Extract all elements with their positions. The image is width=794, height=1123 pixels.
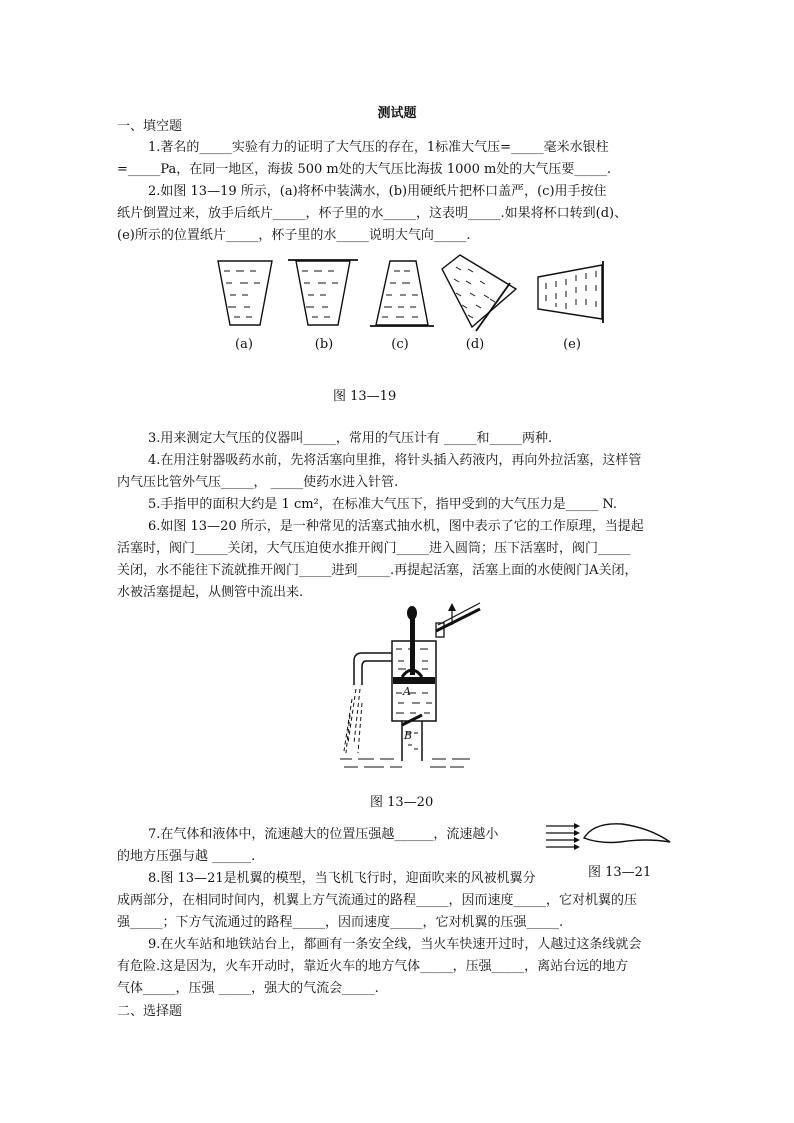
cup-a-figure bbox=[218, 261, 272, 325]
question-9-line-1: 9.在火车站和地铁站台上，都画有一条安全线，当火车快速开过时，人越过这条线就会 bbox=[148, 937, 642, 952]
question-8-line-3: 强_____；下方气流通过的路程_____，因而速度_____，它对机翼的压强_____. bbox=[117, 915, 564, 930]
question-5-line-1: 5.手指甲的面积大约是 1 cm²，在标准大气压下，指甲受到的大气压力是_____ N. bbox=[148, 497, 618, 512]
question-9-line-2: 有危险.这是因为，火车开动时，靠近火车的地方气体_____，压强_____，离站台远的地方 bbox=[117, 959, 629, 974]
question-8-line-1: 8.图 13—21是机翼的模型，当飞机飞行时，迎面吹来的风被机翼分 bbox=[148, 871, 536, 886]
question-7-line-1: 7.在气体和液体中，流速越大的位置压强越______，流速越小 bbox=[148, 827, 499, 842]
figure-13-21-caption: 图 13—21 bbox=[588, 865, 652, 880]
cup-b-figure bbox=[288, 260, 358, 325]
figure-label-d: (d) bbox=[465, 337, 485, 352]
question-2-line-1: 2.如图 13—19 所示，(a)将杯中装满水，(b)用硬纸片把杯口盖严，(c)用手按住 bbox=[148, 184, 607, 199]
cup-e-figure bbox=[538, 261, 603, 323]
figure-label-b: (b) bbox=[314, 337, 334, 352]
question-4-line-2: 内气压比管外气压_____， _____使药水进入针管. bbox=[117, 475, 399, 490]
question-7-line-2: 的地方压强与越 ______. bbox=[117, 849, 256, 864]
question-1-line-2: =_____Pa，在同一地区，海拔 500 m处的大气压比海拔 1000 m处的大气压要_____. bbox=[117, 162, 612, 177]
question-2-line-3: (e)所示的位置纸片_____，杯子里的水_____说明大气向_____. bbox=[117, 228, 471, 243]
valve-a-label: A bbox=[403, 685, 411, 698]
question-3-line-1: 3.用来测定大气压的仪器叫_____，常用的气压计有 _____和_____两种. bbox=[148, 431, 553, 446]
question-4-line-1: 4.在用注射器吸药水前，先将活塞向里推，将针头插入药液内，再向外拉活塞，这样管 bbox=[148, 453, 642, 468]
section-heading-fill-blank: 一、填空题 bbox=[117, 119, 183, 134]
figure-13-19-cups bbox=[210, 255, 630, 335]
figure-13-20-caption: 图 13—20 bbox=[370, 795, 434, 810]
figure-13-19-caption: 图 13—19 bbox=[333, 389, 397, 404]
question-2-line-2: 纸片倒置过来，放手后纸片_____，杯子里的水_____，这表明_____.如果将杯口转到(d)、 bbox=[117, 206, 628, 221]
section-heading-multiple-choice: 二、选择题 bbox=[117, 1004, 183, 1019]
question-8-line-2: 成两部分，在相同时间内，机翼上方气流通过的路程_____，因而速度_____，它对机翼的压 bbox=[117, 893, 638, 908]
question-9-line-3: 气体_____，压强 _____，强大的气流会_____. bbox=[117, 981, 379, 996]
figure-label-a: (a) bbox=[235, 337, 253, 352]
figure-label-e: (e) bbox=[563, 337, 581, 352]
page-title: 测试题 bbox=[377, 106, 417, 121]
cup-d-figure bbox=[442, 255, 516, 331]
question-6-line-3: 关闭，水不能往下流就推开阀门_____进到_____.再提起活塞，活塞上面的水使阀门A关闭， bbox=[117, 563, 638, 578]
question-6-line-4: 水被活塞提起，从侧管中流出来. bbox=[117, 585, 304, 600]
valve-b-label: B bbox=[404, 729, 413, 742]
question-1-line-1: 1.著名的_____实验有力的证明了大气压的存在，1标准大气压=_____毫米水银柱 bbox=[148, 140, 609, 155]
figure-13-21-wing bbox=[546, 818, 672, 858]
question-6-line-1: 6.如图 13—20 所示，是一种常见的活塞式抽水机，图中表示了它的工作原理，当提起 bbox=[148, 519, 644, 534]
cup-c-figure bbox=[370, 261, 434, 326]
question-6-line-2: 活塞时，阀门_____关闭，大气压迫使水推开阀门_____进入圆筒；压下活塞时，阀门_____ bbox=[117, 541, 631, 556]
figure-label-c: (c) bbox=[391, 337, 409, 352]
